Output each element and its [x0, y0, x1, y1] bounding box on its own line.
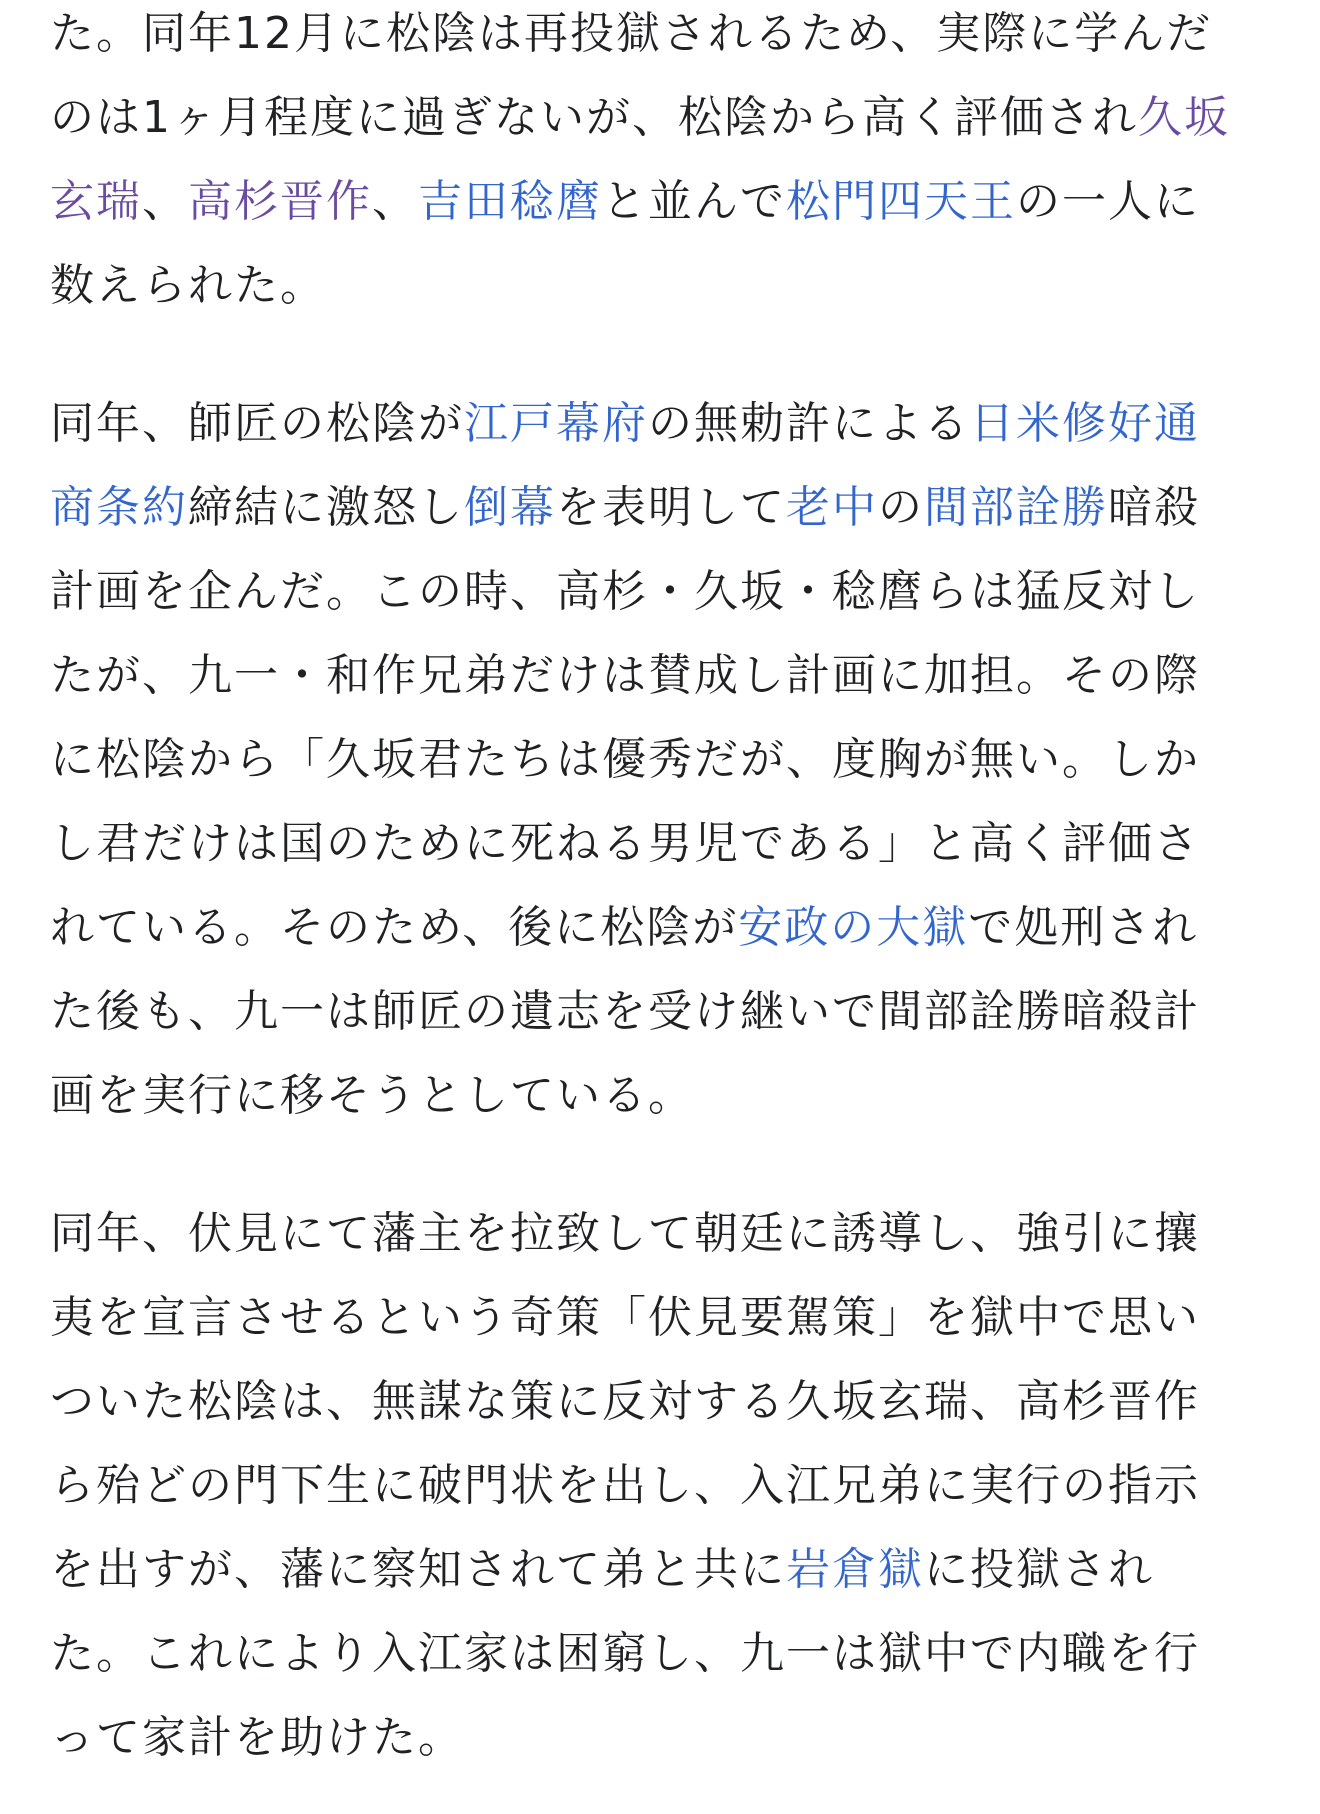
- article-link[interactable]: 江戸幕府: [464, 398, 648, 449]
- text-line: [50, 550, 1280, 634]
- text-line: [50, 802, 1280, 886]
- text-line: [50, 0, 1280, 76]
- text-run: で処刑され: [968, 902, 1199, 953]
- text-run: の一人に: [1016, 176, 1200, 227]
- text-line: [50, 1276, 1280, 1360]
- text-run: 同年、伏見にて藩主を拉致して朝廷に誘導し、強引に攘: [50, 1208, 1200, 1259]
- text-line: [50, 1054, 1280, 1138]
- text-run: 、: [142, 176, 188, 227]
- text-run: 暗殺: [1108, 482, 1200, 533]
- article-link[interactable]: 安政の大獄: [738, 902, 969, 953]
- text-line: [50, 970, 1280, 1054]
- text-run: れている。そのため、後に松陰が: [50, 902, 739, 953]
- text-line: [50, 1696, 1280, 1780]
- text-run: 、: [372, 176, 418, 227]
- text-run: のは1ヶ月程度に過ぎないが、松陰から高く評価され: [50, 92, 1138, 143]
- text-line: [50, 1444, 1280, 1528]
- text-line: [50, 160, 1280, 244]
- text-line: [50, 1612, 1280, 1696]
- article-link[interactable]: 岩倉獄: [786, 1544, 924, 1595]
- text-line: [50, 76, 1280, 160]
- text-run: た後も、九一は師匠の遺志を受け継いで間部詮勝暗殺計: [50, 986, 1200, 1037]
- text-line: [50, 718, 1280, 802]
- article-paragraph: [50, 382, 1280, 1138]
- article-link[interactable]: 玄瑞: [50, 176, 142, 227]
- text-run: 計画を企んだ。この時、高杉・久坂・稔麿らは猛反対し: [50, 566, 1200, 617]
- text-run: ついた松陰は、無謀な策に反対する久坂玄瑞、高杉晋作: [50, 1376, 1200, 1427]
- text-run: たが、九一・和作兄弟だけは賛成し計画に加担。その際: [50, 650, 1200, 701]
- text-run: 夷を宣言させるという奇策「伏見要駕策」を獄中で思い: [50, 1292, 1200, 1343]
- article-link[interactable]: 倒幕: [464, 482, 556, 533]
- text-run: の: [878, 482, 924, 533]
- article-link[interactable]: 久坂: [1138, 92, 1230, 143]
- text-line: [50, 886, 1280, 970]
- text-run: 画を実行に移そうとしている。: [50, 1070, 694, 1121]
- text-run: を表明して: [556, 482, 786, 533]
- text-run: た。これにより入江家は困窮し、九一は獄中で内職を行: [50, 1628, 1200, 1679]
- text-line: [50, 634, 1280, 718]
- article-paragraph: [50, 0, 1280, 328]
- article-link[interactable]: 間部詮勝: [924, 482, 1108, 533]
- text-run: を出すが、藩に察知されて弟と共に: [50, 1544, 786, 1595]
- text-line: [50, 244, 1280, 328]
- text-line: [50, 1528, 1280, 1612]
- text-run: 数えられた。: [50, 260, 326, 311]
- text-line: [50, 382, 1280, 466]
- text-line: [50, 1192, 1280, 1276]
- article-link[interactable]: 日米修好通: [970, 398, 1200, 449]
- text-run: って家計を助けた。: [50, 1712, 464, 1763]
- text-run: と並んで: [602, 176, 786, 227]
- text-run: ら殆どの門下生に破門状を出し、入江兄弟に実行の指示: [50, 1460, 1200, 1511]
- text-run: に松陰から「久坂君たちは優秀だが、度胸が無い。しか: [50, 734, 1200, 785]
- article-link[interactable]: 松門四天王: [786, 176, 1016, 227]
- article-paragraph: [50, 1192, 1280, 1780]
- article-link[interactable]: 老中: [786, 482, 878, 533]
- text-run: 同年、師匠の松陰が: [50, 398, 464, 449]
- article-link[interactable]: 商条約: [50, 482, 188, 533]
- text-run: に投獄され: [924, 1544, 1154, 1595]
- text-line: [50, 1360, 1280, 1444]
- text-run: し君だけは国のために死ねる男児である」と高く評価さ: [50, 818, 1200, 869]
- text-run: の無勅許による: [648, 398, 970, 449]
- article-link[interactable]: 高杉晋作: [188, 176, 372, 227]
- text-run: た。同年12月に松陰は再投獄されるため、実際に学んだ: [50, 8, 1213, 59]
- text-run: 締結に激怒し: [188, 482, 464, 533]
- article-body: [50, 0, 1280, 1780]
- text-line: [50, 466, 1280, 550]
- article-link[interactable]: 吉田稔麿: [418, 176, 602, 227]
